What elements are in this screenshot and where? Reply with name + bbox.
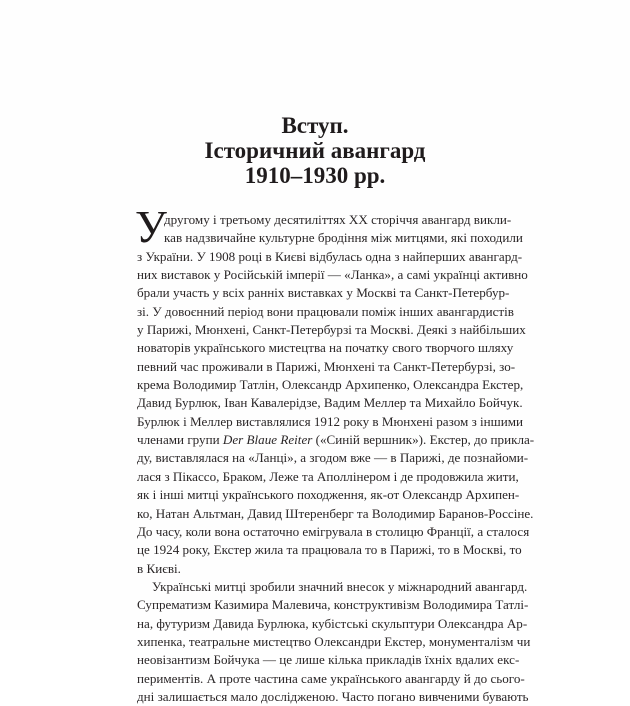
text-line: кав надзвичайне культурне бродіння між митцями, які походили — [164, 230, 523, 246]
text-line: це 1924 року, Екстер жила та працювала то в Парижі, то в Москві, то — [137, 542, 522, 558]
text-line: них виставок у Російській імперії — «Ланка», а самі українці активно — [137, 267, 528, 283]
text-line: брали участь у всіх ранніх виставках у Москві та Санкт-Петербур- — [137, 285, 510, 301]
paragraph-2 — [137, 578, 531, 706]
chapter-title-line-1: Вступ. — [281, 113, 349, 138]
text-line — [137, 431, 535, 449]
paragraph-1 — [137, 211, 535, 578]
text-line: До часу, коли вона остаточно емігрувала в столицю Франції, а сталося — [137, 523, 530, 539]
chapter-title-line-3: 1910–1930 рр. — [244, 163, 386, 188]
chapter-title — [0, 113, 630, 188]
text-line: крема Володимир Татлін, Олександр Архипенко, Олександра Екстер, — [137, 377, 524, 393]
text-line: Супрематизм Казимира Малевича, конструктивізм Володимира Татлі- — [137, 597, 529, 613]
text-fragment: членами групи — [137, 432, 223, 448]
italic-group-name: Der Blaue Reiter — [222, 432, 313, 448]
text-line: у Парижі, Мюнхені, Санкт-Петербурзі та Москві. Деякі з найбільших — [137, 322, 526, 338]
text-line: Бурлюк і Меллер виставлялися 1912 року в Мюнхені разом з іншими — [137, 413, 524, 429]
text-line: як і інші митці українського походження, як-от Олександр Архипен- — [137, 487, 520, 503]
text-line: з України. У 1908 році в Києві відбулась одна з найперших авангард- — [137, 248, 523, 264]
text-fragment: («Синій вершник»). Екстер, до прикла- — [312, 432, 535, 448]
text-line: в Києві. — [137, 560, 181, 576]
text-line: певний час проживали в Парижі, Мюнхені та Санкт-Петербурзі, зо- — [137, 358, 516, 374]
text-line: хипенка, театральне мистецтво Олександри Екстер, монументалізм чи — [137, 633, 531, 649]
text-line: Давид Бурлюк, Іван Кавалерідзе, Вадим Меллер та Михайло Бойчук. — [137, 395, 523, 411]
drop-cap: У — [135, 202, 167, 252]
text-line: зі. У довоєнний період вони працювали поміж інших авангардистів — [137, 303, 514, 319]
text-line: другому і третьому десятиліттях XX сторіччя авангард викли- — [164, 212, 512, 227]
text-line: на, футуризм Давида Бурлюка, кубістські скульптури Олександра Ар- — [137, 615, 528, 631]
text-line: периментів. А проте частина саме українського авангарду й до сього- — [137, 670, 525, 686]
text-line: новаторів українського мистецтва на початку свого творчого шляху — [137, 340, 514, 356]
text-line: лася з Пікассо, Браком, Леже та Аполлінером і де продовжила жити, — [137, 468, 519, 484]
chapter-title-line-2: Історичний авангард — [204, 138, 426, 163]
text-line: дні залишається мало дослідженою. Часто погано вивченими бувають — [137, 688, 529, 704]
text-line: неовізантизм Бойчука — це лише кілька прикладів їхніх вдалих екс- — [137, 652, 520, 668]
body-text — [135, 202, 535, 706]
text-line: ду, виставлялася на «Ланці», а згодом вже — в Парижі, де познайоми- — [137, 450, 529, 466]
text-line: ко, Натан Альтман, Давид Штеренберг та Володимир Баранов-Россіне. — [137, 505, 534, 521]
text-line: Українські митці зробили значний внесок у міжнародний авангард. — [152, 578, 528, 594]
